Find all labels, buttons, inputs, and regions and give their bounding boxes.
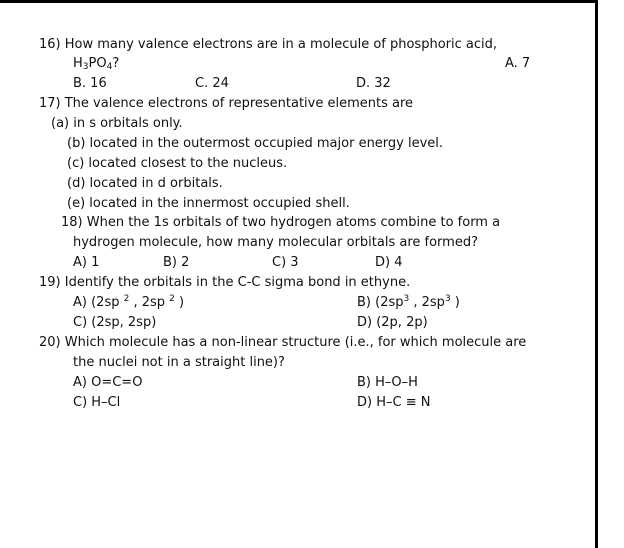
q19-opt-b-sup1: 3 — [403, 294, 410, 304]
q19-opt-b-mid: , 2sp — [409, 295, 445, 310]
q19-opt-a-sup1: 2 — [123, 294, 130, 304]
q19-opt-b-end: ) — [450, 295, 460, 310]
q18-option-a: A) 1 — [73, 255, 100, 270]
q19-opt-a-pre: A) (2sp — [73, 295, 124, 310]
q18-option-c: C) 3 — [272, 255, 299, 270]
q20-question-line2: the nuclei not in a straight line)? — [73, 355, 285, 370]
q16-formula-h: H — [73, 56, 83, 71]
q16-option-a: A. 7 — [505, 56, 531, 71]
q19-opt-a-end: ) — [174, 295, 185, 310]
q16-formula-sub4: 4 — [106, 62, 113, 72]
q19-option-d: D) (2p, 2p) — [357, 315, 428, 330]
q19-opt-b-sup2: 3 — [444, 294, 451, 304]
q17-option-c: (c) located closest to the nucleus. — [67, 156, 288, 171]
q16-formula — [73, 55, 119, 72]
q18-option-b: B) 2 — [163, 255, 190, 270]
q19-option-c: C) (2sp, 2sp) — [73, 315, 157, 330]
q16-formula-end: ? — [112, 56, 120, 71]
q17-option-d: (d) located in d orbitals. — [67, 176, 223, 191]
q19-opt-a-sup2: 2 — [169, 294, 175, 304]
q20-option-d: D) H–C ≡ N — [357, 395, 431, 410]
q17-question: 17) The valence electrons of representative elements are — [39, 96, 414, 111]
q17-option-e: (e) located in the innermost occupied shell. — [67, 196, 350, 211]
q16-option-d: D. 32 — [356, 76, 391, 91]
q19-option-b — [357, 294, 460, 311]
q20-option-b: B) H–O–H — [357, 375, 418, 390]
q18-question-line2: hydrogen molecule, how many molecular orbitals are formed? — [73, 235, 478, 250]
q19-question: 19) Identify the orbitals in the C-C sigma bond in ethyne. — [39, 275, 411, 290]
q20-option-c: C) H–Cl — [73, 395, 121, 410]
q17-option-a: (a) in s orbitals only. — [51, 116, 183, 131]
q18-option-d: D) 4 — [375, 255, 403, 270]
q20-question-line1: 20) Which molecule has a non-linear structure (i.e., for which molecule are — [39, 335, 527, 350]
q16-formula-po: PO — [88, 56, 107, 71]
q18-question-line1: 18) When the 1s orbitals of two hydrogen atoms combine to form a — [61, 215, 501, 230]
q16-question-line1: 16) How many valence electrons are in a molecule of phosphoric acid, — [39, 37, 497, 52]
q17-option-b: (b) located in the outermost occupied major energy level. — [67, 136, 444, 151]
q16-option-c: C. 24 — [195, 76, 229, 91]
q20-option-a: A) O=C=O — [73, 375, 143, 390]
q16-formula-sub3: 3 — [82, 62, 89, 72]
q19-option-a — [73, 294, 184, 311]
q19-opt-a-mid: , 2sp — [129, 295, 170, 310]
q19-opt-b-pre: B) (2sp — [357, 295, 404, 310]
q16-option-b: B. 16 — [73, 76, 107, 91]
